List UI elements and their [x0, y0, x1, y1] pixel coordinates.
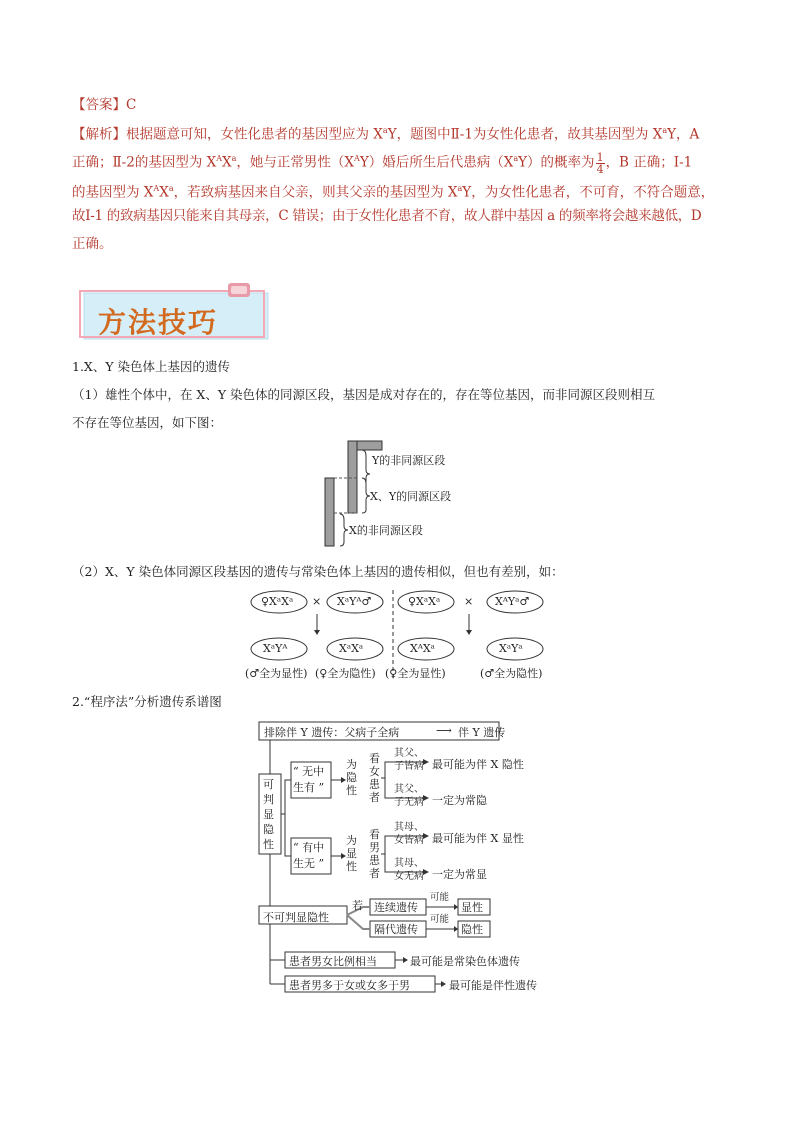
section1-para1-line1: （1）雄性个体中，在 X、Y 染色体的同源区段，基因是成对存在的，存在等位基因，而非同源区段则相互	[72, 387, 656, 402]
analysis-text: ，她与正常男性（X	[236, 154, 355, 171]
char: 者	[369, 791, 380, 804]
analysis-line-2	[72, 150, 692, 175]
f2-result: 一定为常隐	[432, 794, 487, 807]
section1-para2: （2）X、Y 染色体同源区段基因的遗传与常染色体上基因的遗传相似，但也有差别，如：	[72, 564, 564, 579]
right-child-2: XᵃYᵃ	[499, 642, 523, 655]
char: 性	[346, 860, 357, 873]
answer-line	[72, 96, 136, 114]
char: 看	[369, 828, 380, 841]
char: 其母、	[394, 858, 424, 869]
char: 可	[263, 778, 274, 791]
right-child-1: XᴬXᵃ	[410, 642, 435, 655]
char: 女无病	[394, 871, 424, 882]
char: 男	[369, 841, 380, 854]
left-parent-female: ♀XᵃXᵃ	[261, 595, 294, 608]
superscript: a	[662, 126, 668, 135]
section2-heading: 2.“程序法”分析遗传系谱图	[72, 694, 222, 709]
badge-title: 方法技巧	[98, 306, 219, 339]
char: 判	[263, 793, 274, 806]
analysis-text: X	[222, 154, 232, 171]
analysis-line-5: 正确。	[72, 236, 113, 252]
yzsw-box	[293, 840, 324, 872]
char: 性	[263, 838, 274, 851]
analysis-text: 根据题意可知，女性化患者的基因型应为 X	[126, 126, 383, 143]
analysis-text: Y，A	[667, 126, 700, 143]
char: 者	[369, 867, 380, 880]
answer-tag: 【答案】	[72, 97, 126, 113]
analysis-text: ，若致病基因来自父亲，则其父亲的基因型为 X	[173, 184, 458, 201]
char: 生无 ”	[293, 857, 325, 870]
cannot-judge-box: 不可判显隐性	[263, 911, 329, 924]
right-parent-female: ♀XᵃXᵃ	[408, 595, 441, 608]
fraction-numerator: 1	[596, 150, 604, 164]
char: 患	[369, 854, 380, 867]
note-female-recessive: (♀全为隐性)	[315, 667, 376, 680]
skip-generation: 隔代遗传	[374, 923, 418, 936]
section1-para1-line2: 不存在等位基因，如下图：	[72, 415, 223, 430]
left-child-2: XᵃXᵃ	[339, 642, 364, 655]
analysis-text: Y，题图中Ⅱ-1为女性化患者，故其基因型为 X	[387, 126, 663, 143]
char: 隐	[346, 771, 357, 784]
equal-ratio-box: 患者男女比例相当	[289, 955, 377, 968]
look-female-label	[369, 752, 380, 804]
char: 隐	[263, 823, 274, 836]
char: 女皆病	[394, 835, 424, 846]
char: 子皆病	[394, 761, 424, 772]
analysis-text: X	[159, 184, 169, 201]
char: 子无病	[394, 797, 424, 808]
dominant-result: 显性	[461, 901, 483, 914]
answer-value: C	[126, 97, 137, 113]
char: 显	[346, 847, 357, 860]
maybe-label: 可能	[430, 892, 450, 903]
char: 为	[346, 758, 357, 771]
char: 显	[263, 808, 274, 821]
char: 其父、	[394, 784, 424, 795]
father-son-unaffected	[394, 783, 424, 809]
char: 其母、	[394, 822, 424, 833]
xy-homologous-label: X、Y的同源区段	[370, 490, 452, 503]
x-nonhomologous-label: X的非同源区段	[349, 524, 423, 537]
cross-symbol: ×	[464, 595, 474, 608]
unequal-ratio-box: 患者男多于女或女多于男	[289, 979, 410, 992]
superscript: a	[231, 154, 237, 163]
y-nonhomologous-label: Y的非同源区段	[372, 454, 446, 467]
y-linked-result: 伴 Y 遗传	[458, 726, 506, 739]
autosomal-result: 最可能是常染色体遗传	[410, 955, 520, 968]
analysis-text: ，B 正确；Ⅰ-1	[605, 154, 693, 171]
superscript: a	[457, 184, 463, 193]
char: 患	[369, 778, 380, 791]
exclude-y-box: 排除伴 Y 遗传：父病子全病	[264, 726, 400, 739]
analysis-line-1	[72, 122, 699, 144]
char: 其父、	[394, 748, 424, 759]
recessive-result: 隐性	[461, 923, 483, 936]
analysis-line-3	[72, 180, 714, 202]
char: 为	[346, 834, 357, 847]
cross-symbol: ×	[312, 595, 322, 608]
char: 生有 ”	[293, 781, 325, 794]
continuous-inheritance: 连续遗传	[374, 901, 418, 914]
char: 女	[369, 765, 380, 778]
can-judge-box	[263, 777, 274, 852]
char: 看	[369, 752, 380, 765]
look-male-label	[369, 828, 380, 880]
analysis-text: Y，为女性化患者，不可育，不符合题意，	[462, 184, 715, 201]
superscript: a	[382, 126, 388, 135]
method-tips-badge	[78, 283, 274, 343]
note-female-dominant: (♀全为显性)	[385, 667, 446, 680]
x-chromosome	[325, 478, 334, 546]
if-label: 若	[352, 899, 363, 912]
dominant-label	[346, 834, 357, 873]
m1-result: 最可能为伴 X 显性	[432, 832, 524, 845]
char: 性	[346, 784, 357, 797]
arrow-right-icon: ⟶	[436, 724, 452, 737]
analysis-line-4: 故Ⅰ-1 的致病基因只能来自其母亲，C 错误；由于女性化患者不育，故人群中基因 a 的频率将会越来越低，D	[72, 208, 702, 224]
mother-daughter-affected	[394, 821, 424, 847]
superscript: A	[153, 184, 160, 193]
sex-linked-result: 最可能是伴性遗传	[449, 979, 537, 992]
char: “ 无中	[293, 765, 325, 778]
recessive-label	[346, 758, 357, 797]
analysis-text: 正确；Ⅱ-2的基因型为 X	[72, 154, 217, 171]
mother-daughter-unaffected	[394, 857, 424, 883]
left-parent-male: XᵃYᴬ♂	[337, 595, 372, 608]
note-male-recessive: (♂全为隐性)	[480, 667, 543, 680]
m2-result: 一定为常显	[432, 868, 487, 881]
maybe-label: 可能	[430, 914, 450, 925]
fraction	[596, 152, 605, 175]
wzsy-box	[293, 764, 324, 796]
y-chromosome	[348, 441, 357, 513]
right-parent-male: XᴬYᵃ♂	[495, 595, 530, 608]
superscript: a	[513, 154, 519, 163]
f1-result: 最可能为伴 X 隐性	[432, 758, 524, 771]
analysis-text: Y）婚后所生后代患病（X	[359, 154, 514, 171]
analysis-tag: 【解析】	[72, 126, 126, 143]
superscript: A	[216, 154, 223, 163]
superscript: A	[354, 154, 360, 163]
analysis-text: Y）的概率为	[518, 154, 595, 171]
note-male-dominant: (♂全为显性)	[245, 667, 308, 680]
analysis-text: 的基因型为 X	[72, 184, 154, 201]
char: “ 有中	[293, 841, 325, 854]
fraction-denominator: 4	[596, 162, 604, 176]
section1-heading: 1.X、Y 染色体上基因的遗传	[72, 359, 231, 374]
left-child-1: XᵃYᴬ	[263, 642, 288, 655]
superscript: a	[168, 184, 174, 193]
father-son-affected	[394, 747, 424, 773]
